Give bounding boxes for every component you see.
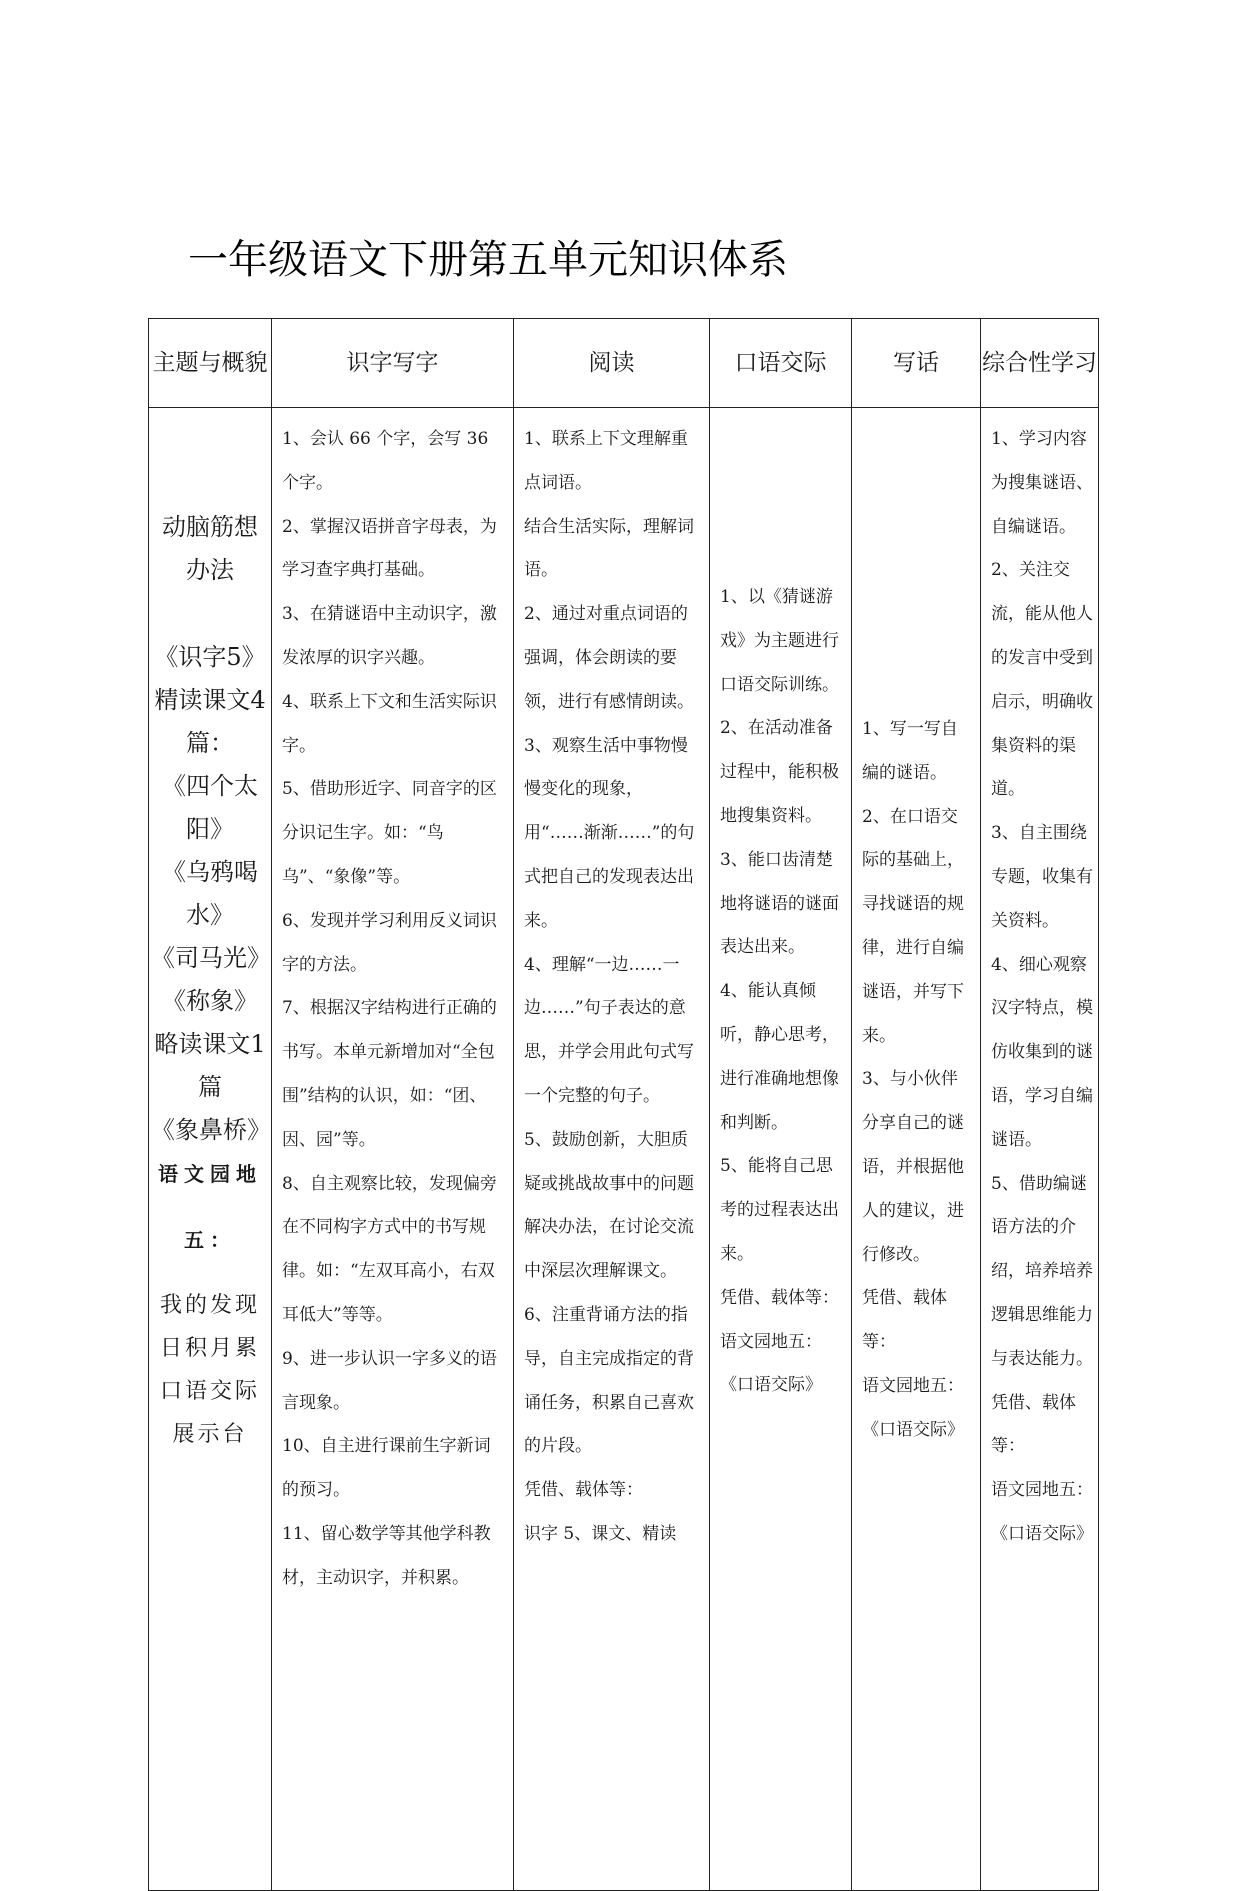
comprehensive-item: 2、关注交流，能从他人的发言中受到启示，明确收集资料的渠道。 [991, 560, 1093, 800]
literacy-item: 5、借助形近字、同音字的区分识记生字。如：“鸟乌”、“象像”等。 [282, 779, 497, 887]
literacy-item: 2、掌握汉语拼音字母表，为学习查字典打基础。 [282, 516, 497, 581]
content-row [149, 408, 1099, 1891]
comprehensive-item: 凭借、载体等： [991, 1392, 1076, 1457]
header-speaking: 口语交际 [710, 319, 852, 408]
theme-garden-title: 语文园地 [158, 1162, 262, 1186]
literacy-item: 1、会认 66 个字，会写 36 个字。 [282, 429, 489, 493]
speaking-item: 凭借、载体等： [720, 1287, 839, 1308]
speaking-cell [710, 408, 852, 1891]
literacy-item: 8、自主观察比较，发现偏旁在不同构字方式中的书写规律。如：“左双耳高小，右双耳低大”等等。 [282, 1173, 497, 1325]
comprehensive-item: 1、学习内容为搜集谜语、自编谜语。 [991, 429, 1093, 537]
writing-item: 1、写一写自编的谜语。 [862, 719, 958, 783]
speaking-item: 5、能将自己思考的过程表达出来。 [720, 1156, 839, 1264]
theme-garden-item-2: 日积月累 [159, 1336, 260, 1361]
writing-item: 2、在口语交际的基础上，寻找谜语的规律，进行自编谜语，并写下来。 [862, 806, 964, 1046]
comprehensive-item: 语文园地五： [991, 1480, 1093, 1501]
literacy-cell [272, 408, 514, 1891]
literacy-item: 7、根据汉字结构进行正确的书写。本单元新增加对“全包围”结构的认识，如：“团、因、园”等。 [282, 998, 497, 1150]
reading-item: 结合生活实际，理解词语。 [524, 516, 694, 581]
literacy-item: 3、在猜谜语中主动识字，激发浓厚的识字兴趣。 [282, 604, 497, 668]
writing-item: 3、与小伙伴分享自己的谜语，并根据他人的建议，进行修改。 [862, 1069, 964, 1265]
reading-cell [514, 408, 710, 1891]
speaking-item: 3、能口齿清楚地将谜语的谜面表达出来。 [720, 849, 839, 958]
comprehensive-item: 3、自主围绕专题，收集有关资料。 [991, 823, 1093, 931]
header-comprehensive: 综合性学习 [981, 319, 1099, 408]
theme-text-2: 《乌鸦喝水》 [162, 858, 258, 929]
theme-text-4: 《称象》 [162, 987, 258, 1015]
theme-garden-item-3: 口语交际 [159, 1379, 260, 1404]
header-row [149, 319, 1099, 408]
comprehensive-item: 《口语交际》 [991, 1523, 1093, 1544]
comprehensive-cell [981, 408, 1099, 1891]
literacy-item: 11、留心数学等其他学科教材，主动识字，并积累。 [282, 1523, 491, 1588]
header-reading: 阅读 [514, 319, 710, 408]
theme-text-3: 《司马光》 [151, 944, 271, 972]
writing-item: 凭借、载体等： [862, 1288, 947, 1353]
writing-cell [852, 408, 981, 1891]
knowledge-table [148, 318, 1099, 1891]
reading-item: 3、观察生活中事物慢慢变化的现象，用“……渐渐……”的句式把自己的发现表达出来。 [524, 735, 695, 931]
literacy-item: 10、自主进行课前生字新词的预习。 [282, 1436, 491, 1501]
writing-item: 《口语交际》 [862, 1419, 964, 1440]
speaking-item: 1、以《猜谜游戏》为主题进行口语交际训练。 [720, 587, 839, 695]
reading-item: 4、理解“一边……一边……”句子表达的意思，并学会用此句式写一个完整的句子。 [524, 954, 694, 1106]
theme-skim-text: 《象鼻桥》 [151, 1116, 271, 1144]
header-theme: 主题与概貌 [149, 319, 272, 408]
speaking-item: 2、在活动准备过程中，能积极地搜集资料。 [720, 718, 839, 826]
reading-item: 5、鼓励创新，大胆质疑或挑战故事中的问题解决办法，在讨论交流中深层次理解课文。 [524, 1129, 694, 1282]
header-writing: 写话 [852, 319, 981, 408]
theme-cell [149, 408, 272, 1891]
comprehensive-item: 4、细心观察汉字特点，模仿收集到的谜语，学习自编谜语。 [991, 954, 1093, 1150]
reading-item: 1、联系上下文理解重点词语。 [524, 429, 688, 493]
theme-skim: 略读课文1篇 [154, 1030, 266, 1101]
literacy-item: 4、联系上下文和生活实际识字。 [282, 691, 497, 756]
theme-garden-item-4: 展示台 [172, 1422, 248, 1447]
comprehensive-item: 5、借助编谜语方法的介绍，培养培养逻辑思维能力与表达能力。 [991, 1173, 1093, 1369]
reading-item: 6、注重背诵方法的指导，自主完成指定的背诵任务，积累自己喜欢的片段。 [524, 1304, 694, 1457]
theme-intensive: 《识字5》精读课文4篇： [154, 643, 266, 757]
theme-garden-number: 五： [184, 1228, 236, 1252]
writing-item: 语文园地五： [862, 1375, 964, 1396]
reading-item: 识字 5、课文、精读 [524, 1523, 677, 1544]
reading-item: 凭借、载体等： [524, 1480, 643, 1501]
speaking-item: 语文园地五： [720, 1331, 822, 1352]
header-literacy: 识字写字 [272, 319, 514, 408]
literacy-item: 6、发现并学习利用反义词识字的方法。 [282, 910, 497, 975]
reading-item: 2、通过对重点词语的强调，体会朗读的要领，进行有感情朗读。 [524, 604, 694, 712]
theme-garden-item-1: 我的发现 [159, 1293, 260, 1318]
literacy-item: 9、进一步认识一字多义的语言现象。 [282, 1348, 497, 1413]
theme-text-1: 《四个太阳》 [162, 772, 258, 843]
speaking-item: 《口语交际》 [720, 1375, 822, 1396]
theme-name: 动脑筋想办法 [162, 513, 258, 584]
page-title: 一年级语文下册第五单元知识体系 [188, 237, 788, 283]
speaking-item: 4、能认真倾听，静心思考，进行准确地想像和判断。 [720, 981, 839, 1133]
